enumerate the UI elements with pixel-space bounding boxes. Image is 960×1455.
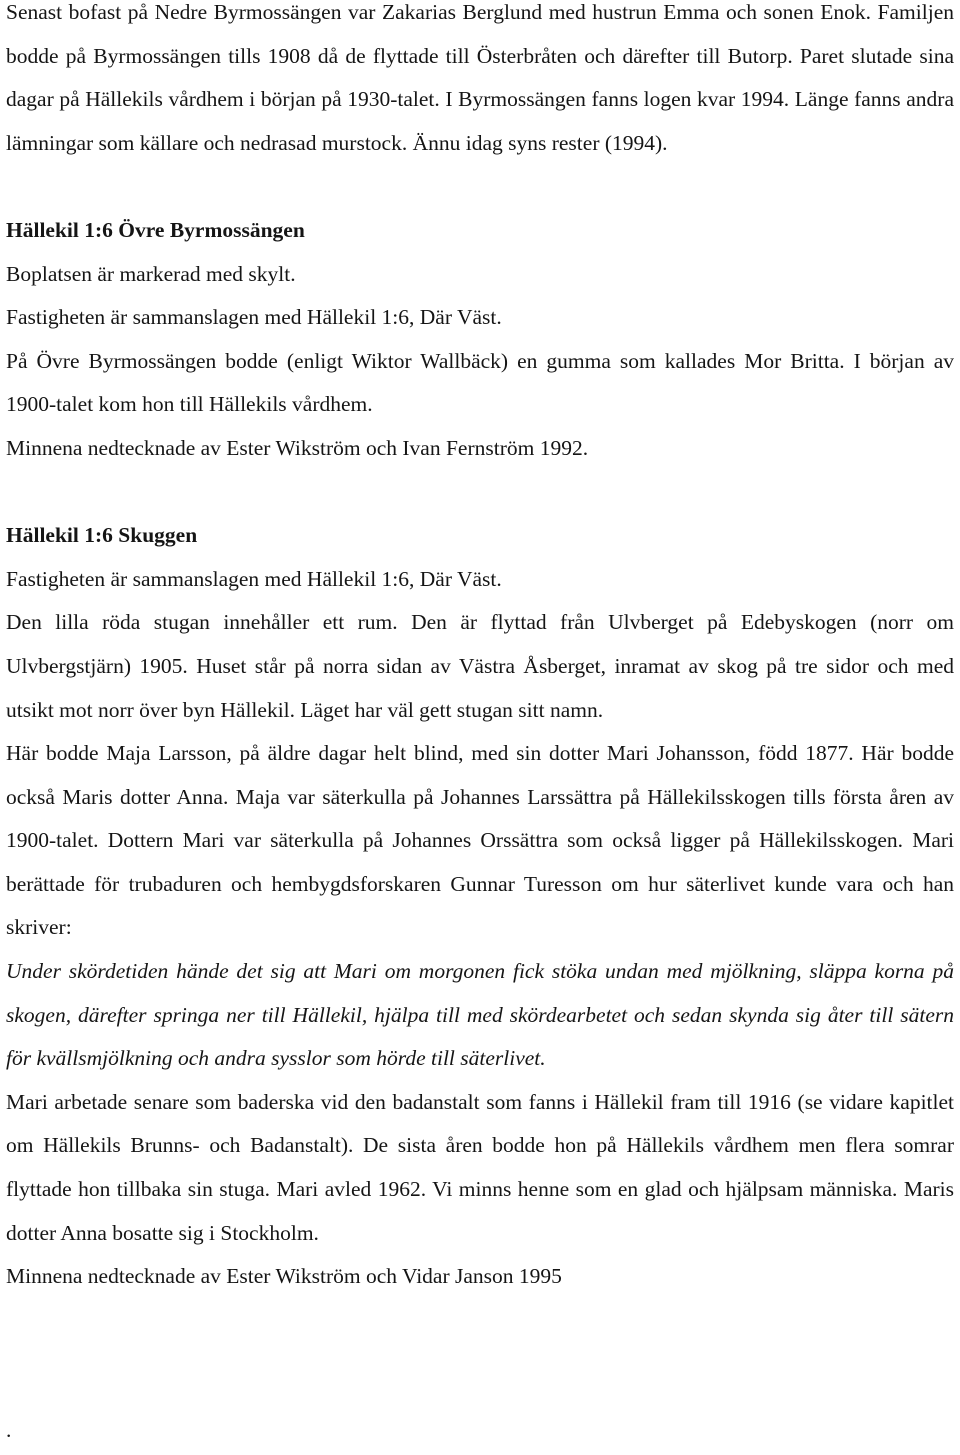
section2-paragraph-mari: Mari arbetade senare som baderska vid den badanstalt som fanns i Hällekil fram till 1916 (se vidare kapitlet om Hällekils Brunns- och Badanstalt). De sista åren bodde hon på Hällekils vårdhem men flera somrar flyttade hon tillbaka sin stuga. Mari avled 1962. Vi minns henne som en glad och hjälpsam människa. Maris dotter Anna bosatte sig i Stockholm. — [6, 1089, 954, 1245]
section1-paragraph: På Övre Byrmossängen bodde (enligt Wiktor Wallbäck) en gumma som kallades Mor Britta. I början av 1900-talet kom hon till Hällekils vårdhem. — [6, 348, 954, 417]
section1-line-sign: Boplatsen är markerad med skylt. — [6, 261, 296, 286]
section-heading-ovre-byrmossangen: Hällekil 1:6 Övre Byrmossängen — [6, 217, 305, 242]
spacer — [6, 165, 954, 209]
section1-line-property: Fastigheten är sammanslagen med Hällekil 1:6, Där Väst. — [6, 305, 502, 330]
trailing-dot: . — [6, 1418, 12, 1442]
section2-paragraph-cottage: Den lilla röda stugan innehåller ett rum. Den är flyttad från Ulvberget på Edebyskogen (norr om Ulvbergstjärn) 1905. Huset står på norra sidan av Västra Åsberget, inramat av skog på tre sidor och med utsikt mot norr över byn Hällekil. Läget har väl gett stugan sitt namn. — [6, 610, 954, 722]
spacer — [6, 471, 954, 515]
section2-credit: Minnena nedtecknade av Ester Wikström och Vidar Janson 1995 — [6, 1264, 562, 1289]
section2-line-property: Fastigheten är sammanslagen med Hällekil 1:6, Där Väst. — [6, 566, 502, 591]
section-heading-skuggen: Hällekil 1:6 Skuggen — [6, 523, 198, 548]
section1-credit: Minnena nedtecknade av Ester Wikström och Ivan Fernström 1992. — [6, 435, 589, 460]
section2-quote: Under skördetiden hände det sig att Mari om morgonen fick stöka undan med mjölkning, släppa korna på skogen, därefter springa ner till Hällekil, hjälpa till med skördearbetet och sedan skynda sig åter till sätern för kvällsmjölkning och andra sysslor som hörde till säterlivet. — [6, 959, 954, 1071]
intro-paragraph: Senast bofast på Nedre Byrmossängen var Zakarias Berglund med hustrun Emma och sonen Enok. Familjen bodde på Byrmossängen tills 1908 då de flyttade till Österbråten och därefter till Butorp. Paret slutade sina dagar på Hällekils vårdhem i början på 1930-talet. I Byrmossängen fanns logen kvar 1994. Länge fanns andra lämningar som källare och nedrasad murstock. Ännu idag syns rester (1994). — [6, 0, 954, 155]
section2-paragraph-maja: Här bodde Maja Larsson, på äldre dagar helt blind, med sin dotter Mari Johansson, född 1877. Här bodde också Maris dotter Anna. Maja var säterkulla på Johannes Larssättra på Hällekilsskogen tills första åren av 1900-talet. Dottern Mari var säterkulla på Johannes Orssättra som också ligger på Hällekilsskogen. Mari berättade för trubaduren och hembygdsforskaren Gunnar Turesson om hur säterlivet kunde vara och han skriver: — [6, 741, 954, 940]
